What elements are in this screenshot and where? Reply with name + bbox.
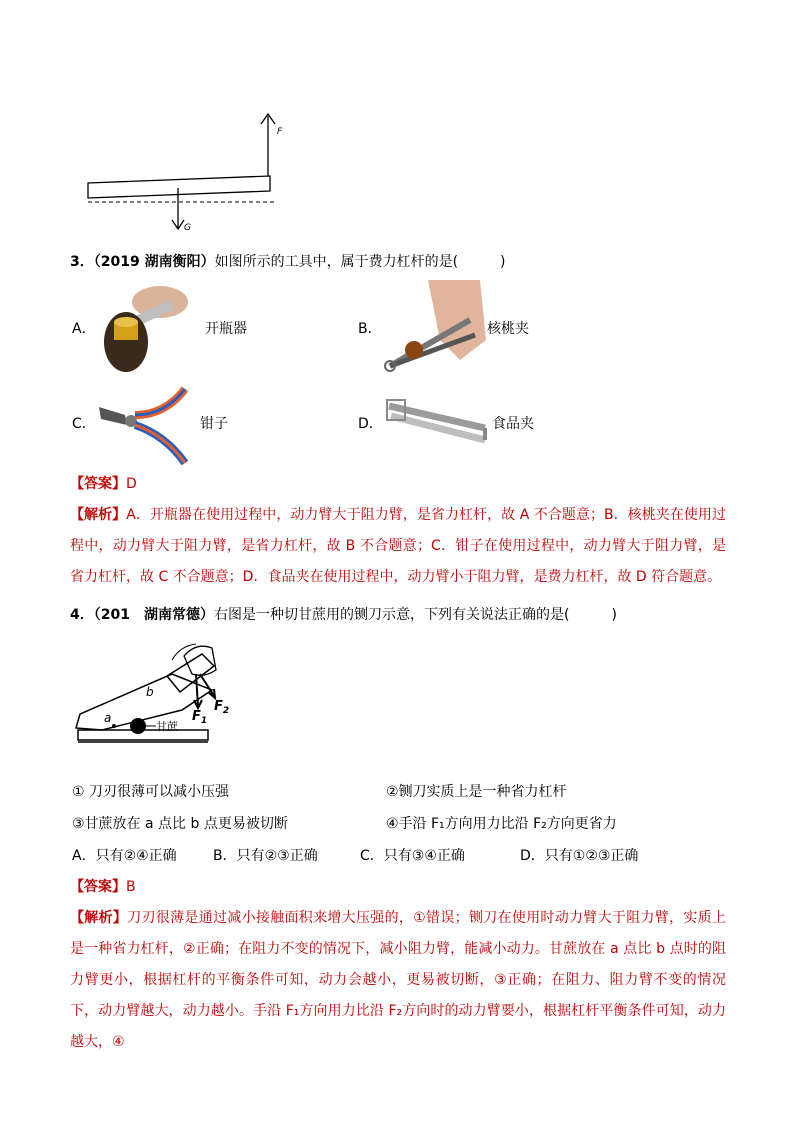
q3-option-c-name: 钳子 xyxy=(200,416,228,432)
q3-option-d-name: 食品夹 xyxy=(492,416,534,432)
q3-option-a-letter: A． xyxy=(72,321,96,337)
q4-statement-2: ②铡刀实质上是一种省力杠杆 xyxy=(386,784,567,800)
q3-source: （2019 湖南衡阳） xyxy=(93,254,215,270)
nutcracker-image xyxy=(380,280,490,375)
q4-stem: 4．（201 湖南常德）右图是一种切甘蔗用的铡刀示意，下列有关说法正确的是( ) xyxy=(70,607,617,623)
q4-choice-b: B．只有②③正确 xyxy=(213,848,318,864)
guillotine-cutter-figure xyxy=(72,640,242,760)
q3-analysis: 【解析】A．开瓶器在使用过程中，动力臂大于阻力臂，是省力杠杆，故 A 不合题意；B．核桃夹在使用过程中，动力臂大于阻力臂，是省力杠杆，故 B 不合题意；C．钳子在使用过程中，动力臂大于阻力臂，是省力杠杆，故 C 不合题意；D．食品夹在使用过程中，动力臂小于阻力臂，是费力杠杆，故 D 符合题意。 xyxy=(70,507,726,585)
pliers-image xyxy=(95,385,195,465)
q3-stem: 3．（2019 湖南衡阳）如图所示的工具中，属于费力杠杆的是( ) xyxy=(70,254,506,270)
point-b-label: b xyxy=(146,685,154,699)
q4-statement-4: ④手沿 F₁方向用力比沿 F₂方向更省力 xyxy=(386,816,617,832)
q3-option-d-letter: D． xyxy=(358,416,383,432)
q3-option-a-name: 开瓶器 xyxy=(205,321,247,337)
q3-answer: 【答案】D xyxy=(70,476,137,492)
point-a-label: a xyxy=(104,711,112,725)
q4-source: （201 湖南常德） xyxy=(93,607,214,623)
cane-label: 甘蔗 xyxy=(156,720,178,733)
q3-option-c-letter: C． xyxy=(72,416,96,432)
force-label: F xyxy=(277,127,283,137)
lever-figure xyxy=(80,110,290,235)
q4-statement-3: ③甘蔗放在 a 点比 b 点更易被切断 xyxy=(72,816,288,832)
q4-statement-1: ① 刀刃很薄可以减小压强 xyxy=(72,784,230,800)
q4-choice-d: D．只有①②③正确 xyxy=(520,848,639,864)
force-f1-label: $F_1$ xyxy=(192,709,208,726)
gravity-label: G xyxy=(184,223,191,233)
food-tongs-image xyxy=(385,392,490,457)
q3-option-b-name: 核桃夹 xyxy=(487,321,529,337)
bottle-opener-image xyxy=(100,280,192,375)
q4-answer: 【答案】B xyxy=(70,879,136,895)
q3-option-b-letter: B． xyxy=(358,321,382,337)
force-f2-label: $F_2$ xyxy=(214,699,230,716)
lever-bar xyxy=(88,176,270,198)
q4-choice-c: C．只有③④正确 xyxy=(360,848,465,864)
q4-analysis: 【解析】刀刃很薄是通过减小接触面积来增大压强的，①错误；铡刀在使用时动力臂大于阻力臂，实质上是一种省力杠杆，②正确；在阻力不变的情况下，减小阻力臂，能减小动力。甘蔗放在 a 点比 b 点时的阻力臂更小，根据杠杆的平衡条件可知，动力会越小，更易被切断，③正确；在阻力、阻力臂不变的情况下，动力臂越大，动力越小。手沿 F₁方向用力比沿 F₂方向时的动力臂要小，根据杠杆平衡条件可知，动力越大，④ xyxy=(70,910,726,1050)
q4-choice-a: A．只有②④正确 xyxy=(72,848,177,864)
